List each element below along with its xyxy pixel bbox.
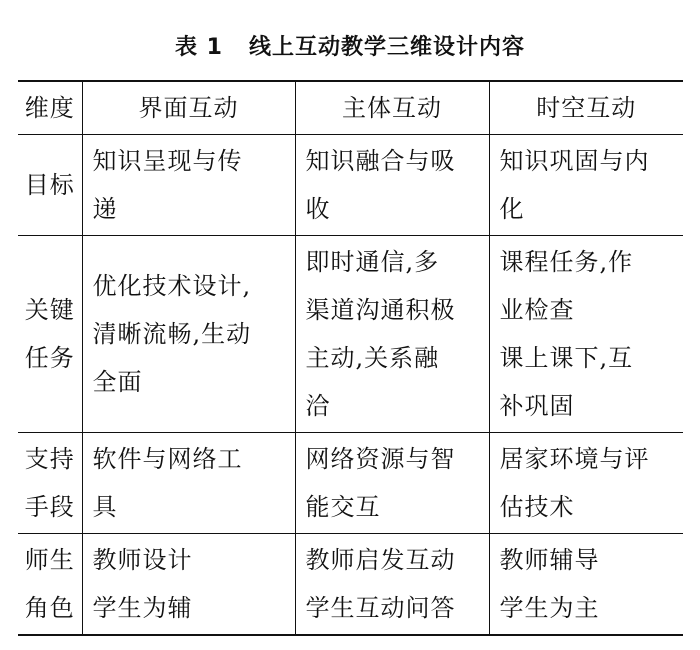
row-label-roles: 师生 角色	[18, 534, 82, 636]
table-cell: 教师辅导 学生为主	[489, 534, 683, 636]
table-cell: 软件与网络工 具	[82, 433, 295, 534]
header-spacetime-interaction: 时空互动	[489, 81, 683, 135]
table-row	[18, 236, 683, 433]
row-label-support-means: 支持 手段	[18, 433, 82, 534]
table-cell: 网络资源与智 能交互	[295, 433, 489, 534]
table-number: 表 1	[175, 35, 223, 60]
table-cell: 知识呈现与传 递	[82, 135, 295, 236]
table-caption	[0, 30, 700, 61]
row-label-key-tasks: 关键 任务	[18, 236, 82, 433]
design-content-table	[18, 80, 683, 636]
table-row	[18, 433, 683, 534]
table-row	[18, 534, 683, 636]
table-cell: 优化技术设计, 清晰流畅,生动 全面	[82, 236, 295, 433]
row-label-goal: 目标	[18, 135, 82, 236]
header-dimension: 维度	[18, 81, 82, 135]
header-subject-interaction: 主体互动	[295, 81, 489, 135]
table-cell: 知识融合与吸 收	[295, 135, 489, 236]
table-row	[18, 135, 683, 236]
table-cell: 课程任务,作 业检查 课上课下,互 补巩固	[489, 236, 683, 433]
table-cell: 即时通信,多 渠道沟通积极 主动,关系融 洽	[295, 236, 489, 433]
header-interface-interaction: 界面互动	[82, 81, 295, 135]
table-cell: 教师启发互动 学生互动问答	[295, 534, 489, 636]
table-cell: 教师设计 学生为辅	[82, 534, 295, 636]
table-title: 线上互动教学三维设计内容	[248, 35, 525, 60]
table-header-row	[18, 81, 683, 135]
table-cell: 知识巩固与内 化	[489, 135, 683, 236]
table-cell: 居家环境与评 估技术	[489, 433, 683, 534]
